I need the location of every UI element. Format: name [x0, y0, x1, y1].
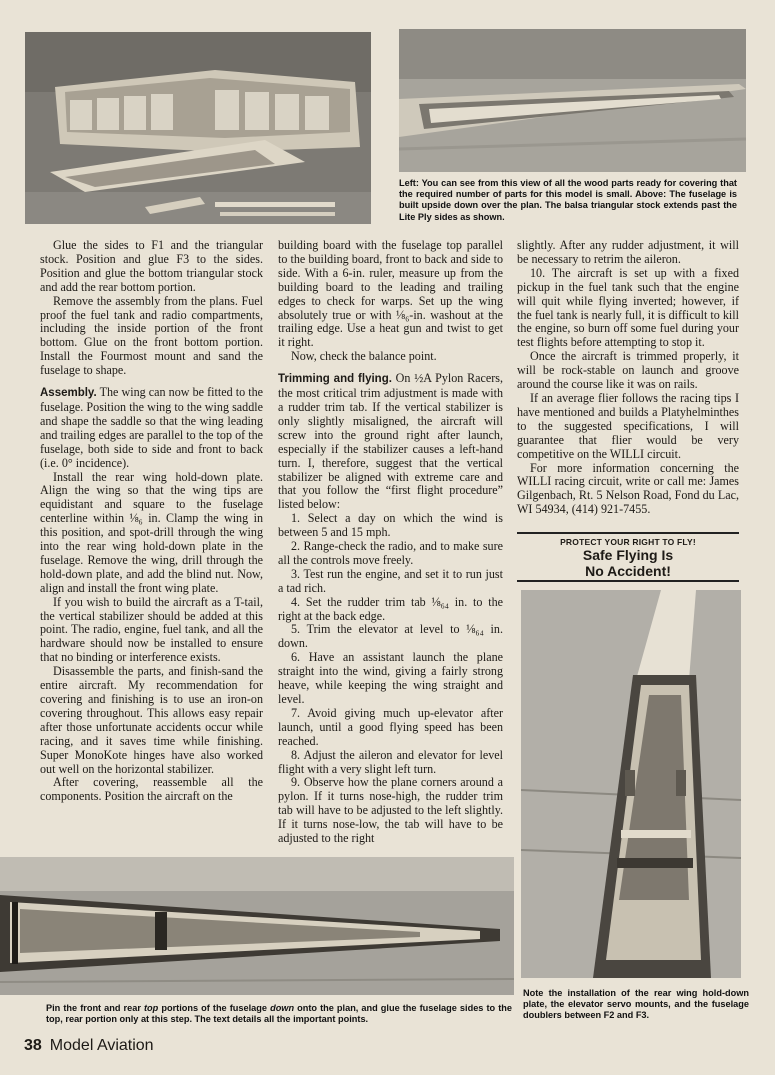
safety-line-1: Safe Flying Is: [582, 547, 674, 563]
photo-fuselage-over-plan: [399, 29, 746, 172]
col1-assembly-paragraph: [40, 386, 263, 470]
procedure-step: 4. Set the rudder trim tab ⅛₆₄ in. to the right at the back edge.: [278, 594, 503, 623]
procedure-step: 1. Select a day on which the wind is between 5 and 15 mph.: [278, 511, 503, 540]
col1-paragraph: After covering, reassemble all the components. Position the aircraft on the: [40, 775, 263, 804]
magazine-title: Model Aviation: [49, 1037, 154, 1054]
page-number: 38: [24, 1037, 42, 1054]
col3-paragraph: For more information concerning the WILLI racing circuit, write or call me: James Gilgenbach, Rt. 5 Nelson Road, Fond du Lac, WI 54934, (414) 921-7455.: [517, 460, 739, 517]
caption-bottom-text-1: Pin the front and rear: [46, 1003, 144, 1013]
photo-fuselage-pinned: [0, 857, 514, 995]
text-column-2: [278, 239, 503, 846]
col1-assembly-text: The wing can now be fitted to the fuselage. Position the wing to the wing saddle and shape the saddle so that the wing leading and trailing edges are parallel to the top of the fuselage, both side to side and front to back (i.e. 0° incidence).: [40, 385, 263, 470]
col2-trimming-paragraph: [278, 372, 503, 512]
col1-paragraph: Glue the sides to F1 and the triangular stock. Position and glue F3 to the sides. Position and glue the bottom triangular stock and add the rear bottom portion.: [40, 238, 263, 294]
page-footer: [24, 1037, 154, 1055]
procedure-step: 6. Have an assistant launch the plane straight into the wind, giving a fairly strong heave, while keeping the wing straight and level.: [278, 650, 503, 706]
photo-wood-parts: [25, 32, 371, 224]
procedure-step: 9. Observe how the plane corners around a pylon. If it turns nose-high, the rudder trim tab will have to be adjusted to the left slightly. If it turns nose-low, the tab will have to be adjusted to the right: [278, 775, 503, 846]
safety-line-2: No Accident!: [585, 563, 671, 579]
photo-fuselage-over-plan-image: [399, 29, 746, 172]
col2-trimming-text: On ½A Pylon Racers, the most critical trim adjustment is made with a rudder trim tab. If the vertical stabilizer is only slightly misaligned, the aircraft will screw into the ground right after launch, especially if the stabilizer causes a left-hand turn. I, therefore, suggest that the vertical stabilizer be aligned with extreme care and that you follow the “first flight procedure” listed below:: [278, 371, 504, 512]
col3-paragraph: If an average flier follows the racing tips I have mentioned and builds a Platyhelminthes to the suggested specifications, I will guarantee that flier would be very competitive on the WILLI circuit.: [517, 390, 739, 461]
col3-paragraph: slightly. After any rudder adjustment, it will be necessary to retrim the aileron.: [517, 238, 739, 266]
photo-fuselage-interior-image: [521, 590, 741, 978]
procedure-step: 5. Trim the elevator at level to ⅛₆₄ in. down.: [278, 622, 503, 651]
procedure-step: 7. Avoid giving much up-elevator after launch, until a good flying speed has been reached.: [278, 705, 503, 748]
caption-right-text: Note the installation of the rear wing hold-down plate, the elevator servo mounts, and the fuselage doublers between F2 and F3.: [523, 988, 749, 1021]
caption-bottom-text-3: onto the plan, and glue the fuselage sides to the top, rear portion only at this step. The text details all the important points.: [46, 1003, 512, 1025]
col1-paragraph: If you wish to build the aircraft as a T-tail, the vertical stabilizer should be added at this point. The radio, engine, fuel tank, and all the hardware should now be installed to ensure that no binding or interference exists.: [40, 594, 263, 665]
caption-right: [523, 988, 749, 1022]
text-column-1: [40, 239, 263, 804]
col1-paragraph: Install the rear wing hold-down plate. Align the wing so that the wing tips are equidistant and square to the fuselage centerline within ⅛₆ in. Clamp the wing in this position, and spot-drill through the wing into the rear wing hold-down plate in the fuselage. Remove the wing, drill through the hold-down plate, and add the blind nut. Now, align and install the front wing plate.: [40, 469, 263, 595]
col2-paragraph: building board with the fuselage top parallel to the building board, front to back and side to side. With a 6-in. ruler, measure up from the building board to the leading and trailing edges to check for warps. Set up the wing absolutely true or with ⅛₆-in. washout at the trailing edge. Use a heat gun and twist to get it right.: [278, 238, 503, 350]
photo-fuselage-interior: [521, 590, 741, 978]
photo-wood-parts-image: [25, 32, 371, 224]
col3-paragraph: Once the aircraft is trimmed properly, it will be rock-stable on launch and groove around the course like it was on rails.: [517, 349, 739, 392]
col2-paragraph: Now, check the balance point.: [291, 349, 437, 364]
text-column-3: [517, 239, 739, 517]
caption-top: [399, 178, 737, 223]
safety-small-text: PROTECT YOUR RIGHT TO FLY!: [560, 537, 696, 547]
caption-bottom-emphasis-down: down: [270, 1003, 295, 1013]
caption-bottom: [46, 1003, 512, 1025]
procedure-step: 8. Adjust the aileron and elevator for level flight with a very slight left turn.: [278, 747, 503, 776]
col1-paragraph: Remove the assembly from the plans. Fuel proof the fuel tank and radio compartments, including the inside portion of the front bottom. Glue on the front bottom portion. Install the Fourmost mount and sand the fuselage to shape.: [40, 293, 263, 378]
photo-fuselage-pinned-image: [0, 857, 514, 995]
safety-banner: [517, 532, 739, 582]
procedure-step: 3. Test run the engine, and set it to run just a tad rich.: [278, 566, 503, 595]
caption-bottom-text-2: portions of the fuselage: [158, 1003, 271, 1013]
trimming-heading: Trimming and flying.: [278, 373, 392, 386]
procedure-step: 2. Range-check the radio, and to make sure all the controls move freely.: [278, 539, 503, 567]
col1-paragraph: Disassemble the parts, and finish-sand the entire aircraft. My recommendation for covering and finishing is to use an iron-on covering throughout. This allows easy repair after those unfortunate accidents occur while racing, and it saves time while finishing. Super MonoKote hinges have also worked out well on the horizontal stabilizer.: [40, 664, 263, 776]
assembly-heading: Assembly.: [40, 387, 97, 400]
procedure-step: 10. The aircraft is set up with a fixed pickup in the fuel tank such that the engine will quit while flying inverted; however, if the fuel tank is nearly full, it is difficult to kill the engine, so burn off some fuel during your test flights before attempting to stop it.: [517, 265, 739, 350]
caption-top-text: Left: You can see from this view of all the wood parts ready for covering that the required number of parts for this model is small. Above: The fuselage is built upside down over the plan. The balsa triangular stock extends past the Lite Ply sides as shown.: [399, 178, 737, 222]
caption-bottom-emphasis-top: top: [144, 1003, 159, 1013]
